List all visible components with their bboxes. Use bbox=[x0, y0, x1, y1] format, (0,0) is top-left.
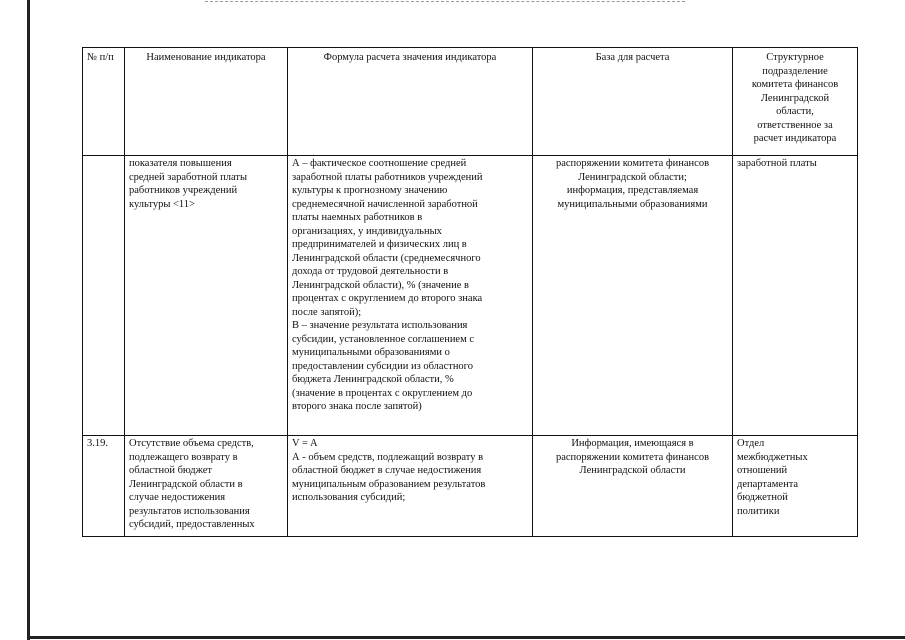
scan-top-artifact bbox=[205, 1, 685, 3]
formula-cell: А – фактическое соотношение средней заработной платы работников учреждений культуры к прогнозному значению среднемесячной начисленной заработной платы наемных работников в организациях, у индивидуальных предпринимателей и физических лиц в Ленинградской области (среднемесячного дохода от трудовой деятельности в Ленинградской области), % (значение в процентах с округлением до второго знака после запятой); В – значение результата использования субсидии, установленное соглашением с муниципальными образованиями о предоставлении субсидии из областного бюджета Ленинградской области, % (значение в процентах с округлением до второго знака после запятой) bbox=[288, 156, 533, 436]
indicator-name-cell: показателя повышения средней заработной платы работников учреждений культуры <11> bbox=[125, 156, 288, 436]
table-row bbox=[83, 156, 858, 436]
page-bottom-border bbox=[27, 636, 905, 639]
header-number: № п/п bbox=[83, 48, 125, 156]
header-base: База для расчета bbox=[533, 48, 733, 156]
base-cell: Информация, имеющаяся в распоряжении комитета финансов Ленинградской области bbox=[533, 436, 733, 537]
header-department: Структурное подразделение комитета финансов Ленинградской области, ответственное за расчет индикатора bbox=[733, 48, 858, 156]
base-cell: распоряжении комитета финансов Ленинградской области; информация, представляемая муниципальными образованиями bbox=[533, 156, 733, 436]
table-header-row bbox=[83, 48, 858, 156]
row-number bbox=[83, 156, 125, 436]
department-cell: заработной платы bbox=[733, 156, 858, 436]
indicator-table bbox=[82, 47, 858, 537]
header-formula: Формула расчета значения индикатора bbox=[288, 48, 533, 156]
header-indicator-name: Наименование индикатора bbox=[125, 48, 288, 156]
table-row bbox=[83, 436, 858, 537]
row-number: 3.19. bbox=[83, 436, 125, 537]
indicator-name-cell: Отсутствие объема средств, подлежащего возврату в областной бюджет Ленинградской области в случае недостижения результатов использования субсидий, предоставленных bbox=[125, 436, 288, 537]
page-left-border bbox=[27, 0, 30, 640]
formula-cell: V = A А - объем средств, подлежащий возврату в областной бюджет в случае недостижения муниципальным образованием результатов использования субсидий; bbox=[288, 436, 533, 537]
department-cell: Отдел межбюджетных отношений департамента бюджетной политики bbox=[733, 436, 858, 537]
